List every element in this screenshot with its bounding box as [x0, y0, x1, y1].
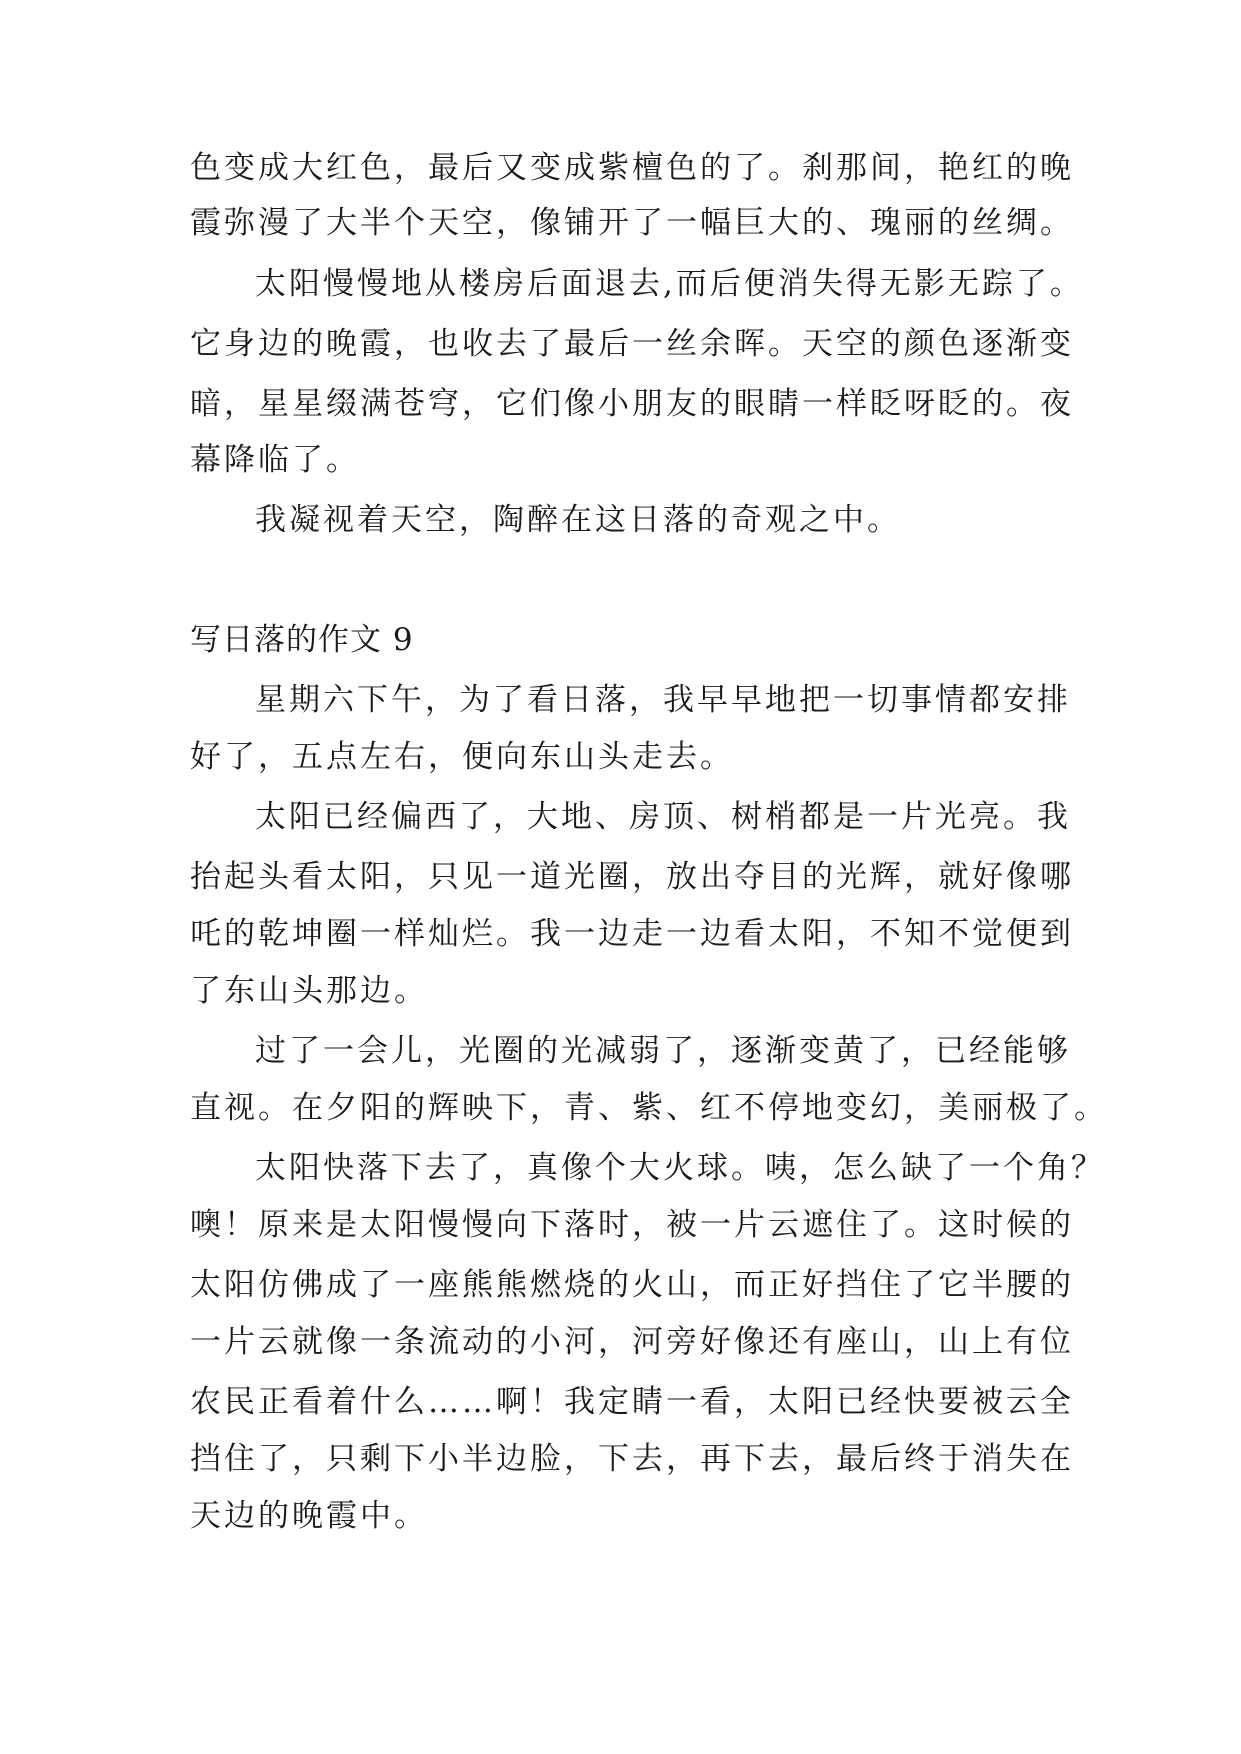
- paragraph-first-line: 星期六下午，为了看日落，我早早地把一切事情都安排: [255, 682, 1071, 718]
- text-line: 太阳仿佛成了一座熊熊燃烧的火山，而正好挡住了它半腰的: [190, 1267, 1074, 1303]
- text-line: 它身边的晚霞，也收去了最后一丝余晖。天空的颜色逐渐变: [190, 326, 1074, 362]
- text-line: 色变成大红色，最后又变成紫檀色的了。刹那间，艳红的晚: [190, 150, 1074, 186]
- text-line: 吒的乾坤圈一样灿烂。我一边走一边看太阳，不知不觉便到: [190, 916, 1074, 952]
- text-line: 直视。在夕阳的辉映下，青、紫、红不停地变幻，美丽极了。: [190, 1090, 1108, 1126]
- text-line: 噢！原来是太阳慢慢向下落时，被一片云遮住了。这时候的: [190, 1207, 1074, 1243]
- section-heading: 写日落的作文 9: [190, 622, 414, 658]
- paragraph-first-line: 我凝视着天空，陶醉在这日落的奇观之中。: [255, 502, 901, 538]
- paragraph-first-line: 过了一会儿，光圈的光减弱了，逐渐变黄了，已经能够: [255, 1033, 1071, 1069]
- text-line: 挡住了，只剩下小半边脸，下去，再下去，最后终于消失在: [190, 1441, 1074, 1477]
- text-line: 农民正看着什么……啊！我定睛一看，太阳已经快要被云全: [190, 1384, 1074, 1420]
- text-line: 一片云就像一条流动的小河，河旁好像还有座山，山上有位: [190, 1324, 1074, 1360]
- paragraph-first-line: 太阳慢慢地从楼房后面退去,而后便消失得无影无踪了。: [255, 266, 1084, 302]
- text-line: 好了，五点左右，便向东山头走去。: [190, 739, 734, 775]
- text-line: 天边的晚霞中。: [190, 1498, 428, 1534]
- paragraph-first-line: 太阳已经偏西了，大地、房顶、树梢都是一片光亮。我: [255, 799, 1071, 835]
- text-line: 霞弥漫了大半个天空，像铺开了一幅巨大的、瑰丽的丝绸。: [190, 205, 1074, 241]
- text-line: 抬起头看太阳，只见一道光圈，放出夺目的光辉，就好像哪: [190, 859, 1074, 895]
- paragraph-first-line: 太阳快落下去了，真像个大火球。咦，怎么缺了一个角？: [255, 1150, 1105, 1186]
- text-line: 了东山头那边。: [190, 973, 428, 1009]
- text-line: 幕降临了。: [190, 442, 360, 478]
- text-line: 暗，星星缀满苍穹，它们像小朋友的眼睛一样眨呀眨的。夜: [190, 386, 1074, 422]
